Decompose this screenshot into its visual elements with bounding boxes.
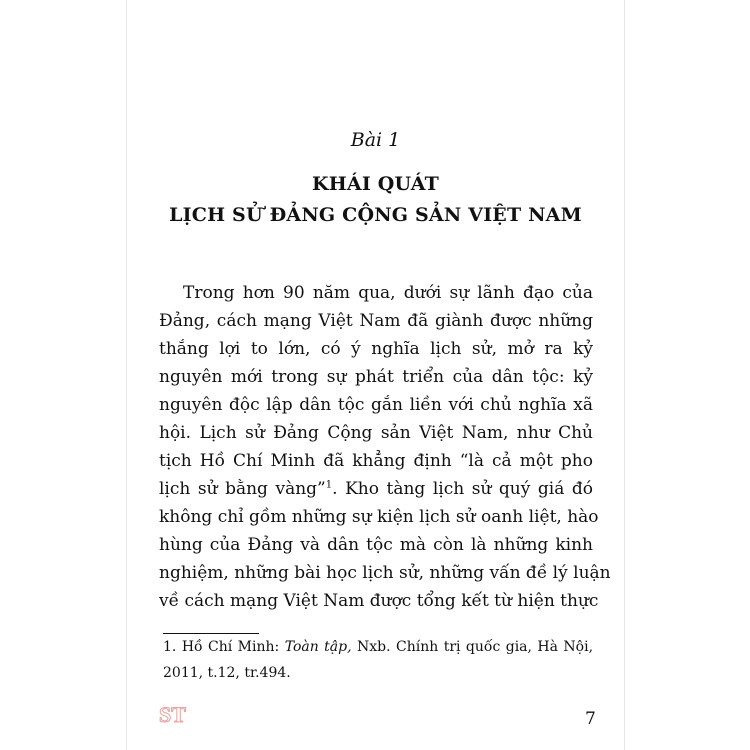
body-text-line: không chỉ gồm những sự kiện lịch sử oanh liệt, hào [159, 507, 599, 527]
chapter-title-line-2: LỊCH SỬ ĐẢNG CỘNG SẢN VIỆT NAM [169, 204, 582, 226]
footnote-number: 1. [163, 639, 177, 655]
body-text-line: Trong hơn 90 năm qua, dưới sự lãnh đạo của [183, 283, 593, 303]
footnote-line-2: 2011, t.12, tr.494. [163, 665, 291, 681]
body-text-line: nguyên mới trong sự phát triển của dân tộc: kỷ [159, 367, 593, 387]
body-text-line: nguyên độc lập dân tộc gắn liền với chủ nghĩa xã [159, 395, 593, 415]
body-text-line: Đảng, cách mạng Việt Nam đã giành được những [159, 311, 593, 331]
publisher-logo-icon [157, 702, 187, 726]
footnote-publisher: Nxb. Chính trị quốc gia, Hà Nội, [357, 639, 594, 655]
body-text-line: hùng của Đảng và dân tộc mà còn là những kinh [159, 535, 593, 555]
body-text-line-with-footnote: lịch sử bằng vàng”$^1$. Kho tàng lịch sử quý giá đó [159, 479, 594, 499]
footnote-line-1 [163, 638, 593, 657]
publisher-logo-text: ST [159, 702, 186, 726]
body-text-line: nghiệm, những bài học lịch sử, những vấn đề lý luận [159, 563, 611, 583]
body-text-line: tịch Hồ Chí Minh đã khẳng định “là cả một pho [159, 451, 593, 471]
body-text-line: hội. Lịch sử Đảng Cộng sản Việt Nam, như Chủ [159, 423, 593, 443]
lesson-label: Bài 1 [350, 129, 401, 151]
footnote-marker: 1 [325, 479, 333, 491]
quote-end-text: lịch sử bằng vàng” [159, 479, 326, 499]
footnote-work-title: Toàn tập, [284, 639, 352, 655]
footnote-author: Hồ Chí Minh: [181, 639, 280, 655]
page-number: 7 [585, 709, 596, 729]
book-page [126, 0, 625, 750]
body-text-line: về cách mạng Việt Nam được tổng kết từ hiện thực [159, 591, 599, 611]
chapter-title-line-1: KHÁI QUÁT [312, 173, 439, 195]
body-text-continuation: Kho tàng lịch sử quý giá đó [345, 479, 594, 499]
body-text-line: thắng lợi to lớn, có ý nghĩa lịch sử, mở ra kỷ [159, 339, 593, 359]
footnote-divider [163, 633, 259, 634]
